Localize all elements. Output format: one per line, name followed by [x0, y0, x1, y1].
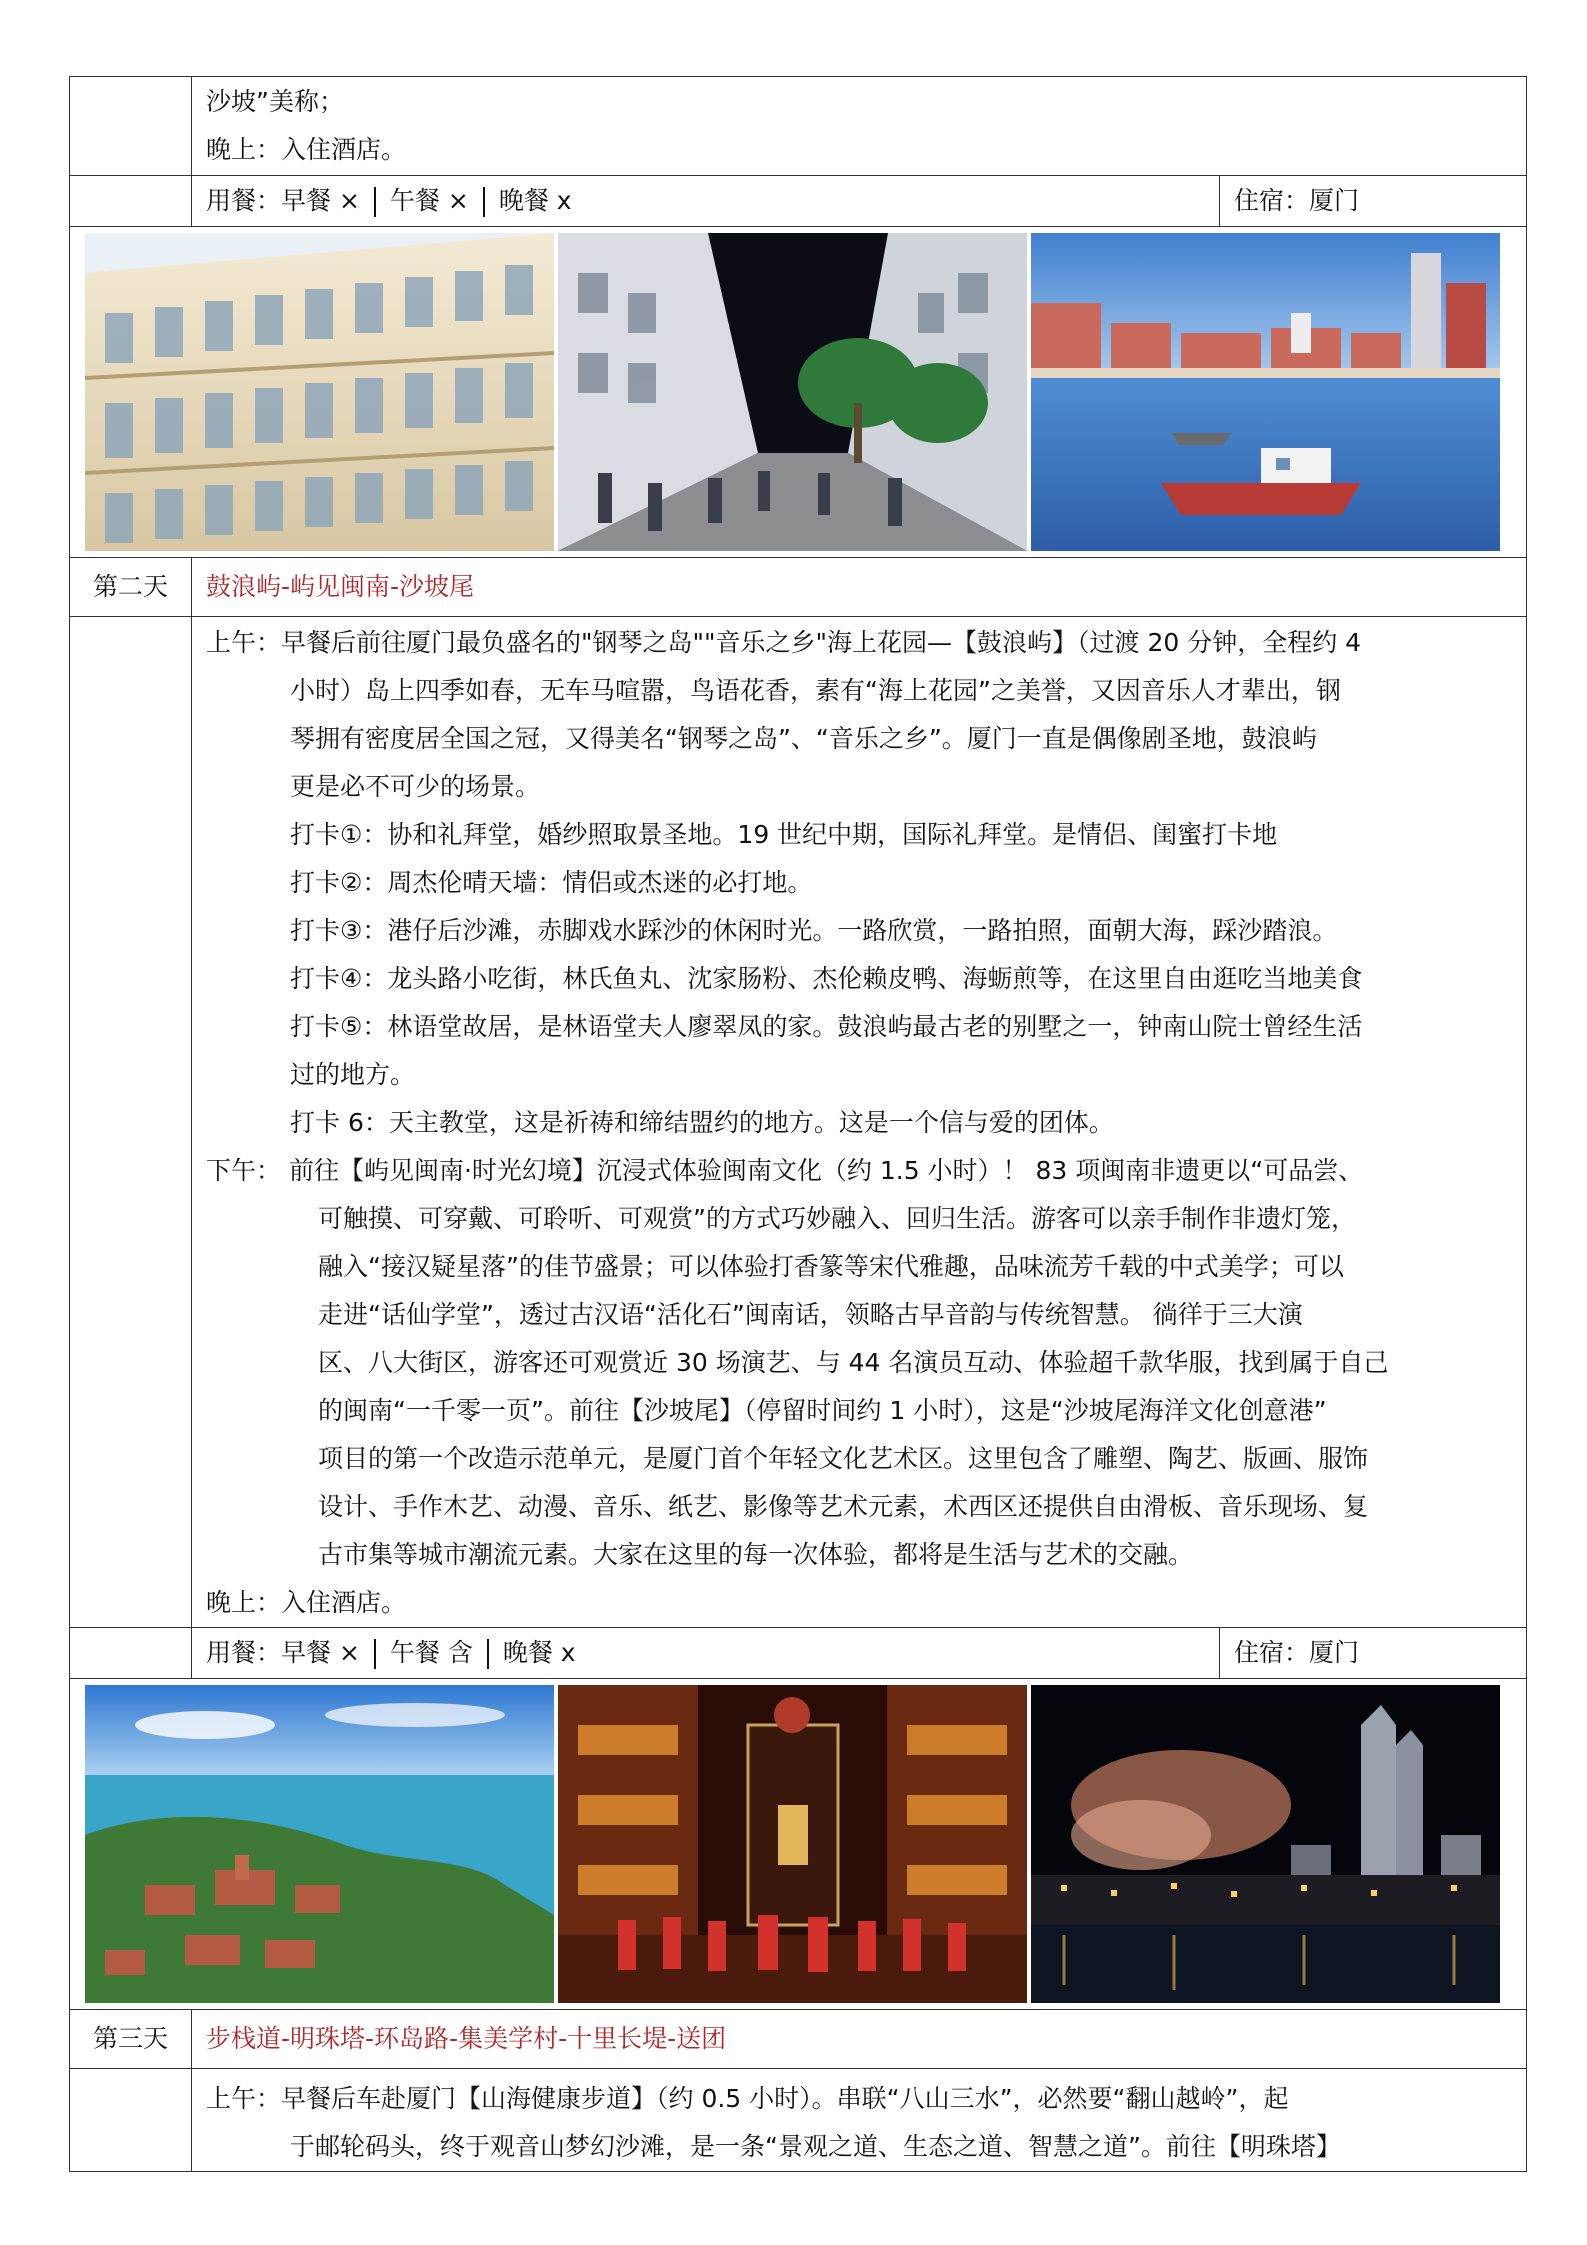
day2-afternoon-line: 的闽南“一千零一页”。前往【沙坡尾】（停留时间约 1 小时），这是“沙坡尾海洋文化创意港”: [318, 1396, 1327, 1425]
day2-evening: 晚上：入住酒店。: [206, 1588, 407, 1617]
checkin-item: 打卡④：龙头路小吃街，林氏鱼丸、沈家肠粉、杰伦赖皮鸭、海蛎煎等，在这里自由逛吃当地美食: [290, 964, 1363, 993]
day2-morning-line: 琴拥有密度居全国之冠，又得美名“钢琴之岛”、“音乐之乡”。厦门一直是偶像剧圣地，鼓浪屿: [290, 724, 1317, 753]
photo-row-2: [70, 1679, 1527, 2010]
meal-divider: [374, 1639, 376, 1669]
day1-tail: [192, 77, 1527, 176]
day3-body: [192, 2069, 1527, 2172]
day-label-empty: [70, 77, 192, 176]
day3-label: 第三天: [70, 2010, 192, 2069]
day2-label: 第二天: [70, 558, 192, 617]
day2-afternoon-line: 可触摸、可穿戴、可聆听、可观赏”的方式巧妙融入、回归生活。游客可以亲手制作非遗灯笼，: [318, 1204, 1356, 1233]
day2-morning-line: 更是必不可少的场景。: [290, 772, 541, 801]
day2-afternoon-line: 古市集等城市潮流元素。大家在这里的每一次体验，都将是生活与艺术的交融。: [318, 1540, 1194, 1569]
dinner-info: 晚餐 x: [498, 186, 572, 215]
day2-meals: [192, 1628, 1220, 1679]
night-street-photo: [558, 233, 1027, 551]
day2-label-blank: [70, 617, 192, 1628]
arcade-building-photo: [85, 233, 554, 551]
checkin-item: 打卡①：协和礼拜堂，婚纱照取景圣地。19 世纪中期，国际礼拜堂。是情侣、闺蜜打卡地: [290, 820, 1278, 849]
day2-afternoon-line: 下午： 前往【屿见闽南·时光幻境】沉浸式体验闽南文化（约 1.5 小时）！ 83 项闽南非遗更以“可品尝、: [206, 1156, 1364, 1185]
day1-text-line: 沙坡”美称；: [206, 87, 344, 116]
day3-morning-line: 上午：早餐后车赴厦门【山海健康步道】（约 0.5 小时）。串联“八山三水”，必然要“翻山越岭”，起: [206, 2084, 1289, 2113]
harbor-boat-photo: [1031, 233, 1500, 551]
checkin-item: 打卡③：港仔后沙滩，赤脚戏水踩沙的休闲时光。一路欣赏，一路拍照，面朝大海，踩沙踏浪。: [290, 916, 1338, 945]
day2-morning-line: 小时）岛上四季如春，无车马喧嚣，鸟语花香，素有“海上花园”之美誉，又因音乐人才辈出，钢: [290, 676, 1341, 705]
breakfast-info: 用餐：早餐 ×: [206, 186, 360, 215]
day2-lodging: 住宿：厦门: [1220, 1628, 1527, 1679]
checkin-item: 过的地方。: [290, 1060, 416, 1089]
photo-row-1: [70, 227, 1527, 558]
meal-divider: [487, 1639, 489, 1669]
checkin-item: 打卡 6：天主教堂，这是祈祷和缔结盟约的地方。这是一个信与爱的团体。: [290, 1108, 1114, 1137]
day3-morning-line: 于邮轮码头，终于观音山梦幻沙滩，是一条“景观之道、生态之道、智慧之道”。前往【明珠塔】: [290, 2132, 1341, 2161]
day3-label-blank: [70, 2069, 192, 2172]
breakfast-info: 用餐：早餐 ×: [206, 1638, 360, 1667]
itinerary-page: [69, 76, 1526, 2172]
day1-evening: 晚上：入住酒店。: [206, 135, 407, 164]
day1-meals: [192, 176, 1220, 227]
day2-afternoon-line: 设计、手作木艺、动漫、音乐、纸艺、影像等艺术元素，术西区还提供自由滑板、音乐现场、复: [318, 1492, 1369, 1521]
day1-lodging: 住宿：厦门: [1220, 176, 1527, 227]
day2-afternoon-line: 区、八大街区，游客还可观赏近 30 场演艺、与 44 名演员互动、体验超千款华服，找到属于自己: [318, 1348, 1389, 1377]
day2-afternoon-line: 项目的第一个改造示范单元，是厦门首个年轻文化艺术区。这里包含了雕塑、陶艺、版画、服饰: [318, 1444, 1369, 1473]
day2-morning-line: 上午：早餐后前往厦门最负盛名的"钢琴之岛""音乐之乡"海上花园—【鼓浪屿】（过渡 20 分钟，全程约 4: [206, 628, 1362, 657]
night-skyline-photo: [1031, 1685, 1500, 2003]
lunch-info: 午餐 含: [389, 1638, 473, 1667]
day2-afternoon-line: 融入“接汉疑星落”的佳节盛景；可以体验打香篆等宋代雅趣，品味流芳千载的中式美学；可以: [318, 1252, 1344, 1281]
island-aerial-photo: [85, 1685, 554, 2003]
lunch-info: 午餐 ×: [389, 186, 469, 215]
meal-row-blank: [70, 1628, 192, 1679]
itinerary-table: [69, 76, 1527, 2172]
day3-title: 步栈道-明珠塔-环岛路-集美学村-十里长堤-送团: [192, 2010, 1527, 2069]
theater-performance-photo: [558, 1685, 1027, 2003]
meal-divider: [374, 187, 376, 217]
day2-afternoon-line: 走进“话仙学堂”，透过古汉语“活化石”闽南话，领略古早音韵与传统智慧。 徜徉于三大演: [318, 1300, 1303, 1329]
checkin-item: 打卡⑤：林语堂故居，是林语堂夫人廖翠凤的家。鼓浪屿最古老的别墅之一，钟南山院士曾经生活: [290, 1012, 1363, 1041]
checkin-item: 打卡②：周杰伦晴天墙：情侣或杰迷的必打地。: [290, 868, 813, 897]
day2-title: 鼓浪屿-屿见闽南-沙坡尾: [192, 558, 1527, 617]
dinner-info: 晚餐 x: [502, 1638, 576, 1667]
meal-divider: [483, 187, 485, 217]
day2-body: [192, 617, 1527, 1628]
meal-row-blank: [70, 176, 192, 227]
